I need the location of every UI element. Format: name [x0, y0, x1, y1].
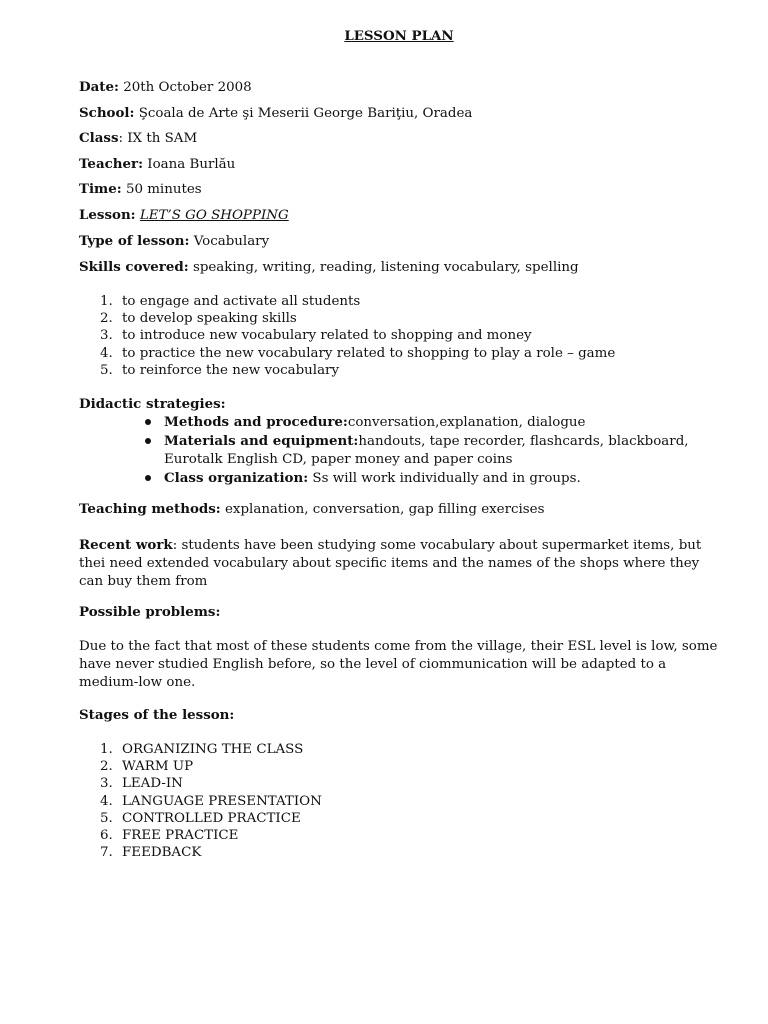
- list-item: 4. to practice the new vocabulary related to shopping to play a role – game: [100, 345, 616, 361]
- objectives-list: [100, 293, 615, 379]
- list-item: 3. to introduce new vocabulary related to shopping and money: [100, 328, 532, 344]
- school-line: [79, 105, 472, 121]
- list-item: 7. FEEDBACK: [100, 845, 202, 861]
- list-item: Methods and procedure:conversation,explanation, dialogue: [144, 413, 724, 432]
- list-item: 1. to engage and activate all students: [100, 294, 361, 309]
- list-item: 2. WARM UP: [100, 759, 194, 775]
- possible-problems-heading: Possible problems:: [79, 604, 221, 620]
- skills-value: speaking, writing, reading, listening vocabulary, spelling: [188, 260, 579, 275]
- date-value: 20th October 2008: [118, 80, 252, 95]
- didactic-heading: Didactic strategies:: [79, 396, 226, 412]
- recent-work-paragraph: [79, 536, 719, 591]
- time-label: Time:: [79, 181, 122, 197]
- list-item: 4. LANGUAGE PRESENTATION: [100, 793, 322, 809]
- date-line: [79, 79, 252, 95]
- class-value: : IX th SAM: [118, 131, 198, 146]
- stages-list: [100, 741, 322, 861]
- school-value: Şcoala de Arte şi Meserii George Bariţiu, Oradea: [134, 106, 473, 121]
- didactic-list: [144, 413, 724, 488]
- list-item: 5. to reinforce the new vocabulary: [100, 362, 340, 378]
- type-line: [79, 233, 269, 249]
- time-line: [79, 181, 202, 197]
- teaching-methods-line: [79, 501, 544, 517]
- teacher-label: Teacher:: [79, 156, 144, 172]
- recent-work-label: Recent work: [79, 537, 173, 553]
- skills-label: Skills covered:: [79, 259, 189, 275]
- page-title: LESSON PLAN: [344, 28, 454, 44]
- teacher-line: [79, 156, 235, 172]
- stages-heading: Stages of the lesson:: [79, 707, 235, 723]
- list-item: 5. CONTROLLED PRACTICE: [100, 810, 301, 826]
- lesson-line: [79, 207, 289, 223]
- type-label: Type of lesson:: [79, 233, 190, 249]
- lesson-label: Lesson:: [79, 207, 136, 223]
- list-item: 2. to develop speaking skills: [100, 311, 297, 327]
- class-label: Class: [79, 130, 119, 146]
- teaching-methods-value: explanation, conversation, gap filling exercises: [220, 502, 545, 517]
- lesson-value: LET’S GO SHOPPING: [139, 208, 289, 223]
- teacher-value: Ioana Burlău: [143, 157, 236, 172]
- list-item: Class organization: Ss will work individually and in groups.: [144, 469, 724, 488]
- list-item: 1. ORGANIZING THE CLASS: [100, 742, 304, 757]
- recent-work-value: : students have been studying some vocabulary about supermarket items, but thei need extended vocabulary about specific items and the names of the shops where they can buy them from: [79, 538, 702, 589]
- list-item: 6. FREE PRACTICE: [100, 827, 239, 843]
- class-line: [79, 130, 197, 146]
- school-label: School:: [79, 105, 135, 121]
- skills-line: [79, 259, 579, 275]
- list-item: Materials and equipment:handouts, tape recorder, flashcards, blackboard, Eurotalk English CD, paper money and paper coins: [144, 432, 724, 469]
- time-value: 50 minutes: [121, 182, 202, 197]
- list-item: 3. LEAD-IN: [100, 776, 183, 792]
- date-label: Date:: [79, 79, 119, 95]
- possible-problems-paragraph: Due to the fact that most of these students come from the village, their ESL level is low, some have never studied English before, so the level of ciommunication will be adapted to a medium-low one.: [79, 639, 718, 690]
- teaching-methods-label: Teaching methods:: [79, 501, 221, 517]
- type-value: Vocabulary: [189, 234, 270, 249]
